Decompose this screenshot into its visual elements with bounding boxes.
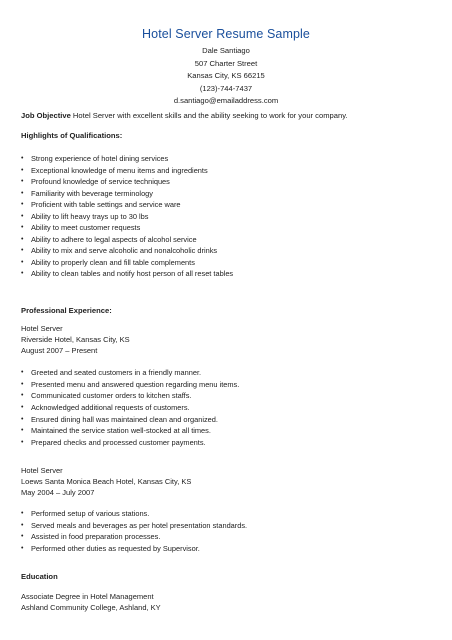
list-item: • Ability to adhere to legal aspects of alcohol service — [21, 234, 233, 246]
job-1-employer: Riverside Hotel, Kansas City, KS — [21, 335, 130, 344]
job-2-dates: May 2004 – July 2007 — [21, 488, 95, 497]
contact-phone: (123)-744-7437 — [199, 83, 253, 93]
list-item: • Assisted in food preparation processes. — [21, 531, 247, 543]
job-2-duties — [21, 508, 247, 555]
list-item: • Ability to meet customer requests — [21, 222, 233, 234]
list-item: • Strong experience of hotel dining services — [21, 153, 233, 165]
job-2-employer: Loews Santa Monica Beach Hotel, Kansas City, KS — [21, 477, 192, 486]
list-item: • Ability to clean tables and notify host person of all reset tables — [21, 268, 233, 280]
list-item: • Ability to lift heavy trays up to 30 lbs — [21, 211, 233, 223]
list-item: • Communicated customer orders to kitchen staffs. — [21, 390, 239, 402]
qualifications-heading: Highlights of Qualifications: — [21, 131, 123, 140]
page-title: Hotel Server Resume Sample — [142, 27, 310, 41]
education-details — [21, 591, 161, 613]
job-objective-label: Job Objective — [21, 111, 71, 120]
job-objective — [21, 111, 431, 120]
education-school: Ashland Community College, Ashland, KY — [21, 603, 161, 612]
list-item: • Ability to mix and serve alcoholic and nonalcoholic drinks — [21, 245, 233, 257]
job-objective-text: Hotel Server with excellent skills and the ability seeking to work for your company. — [70, 111, 348, 120]
list-item: • Served meals and beverages as per hotel presentation standards. — [21, 520, 247, 532]
list-item: • Ability to properly clean and fill table complements — [21, 257, 233, 269]
list-item: • Exceptional knowledge of menu items and ingredients — [21, 165, 233, 177]
list-item: • Performed setup of various stations. — [21, 508, 247, 520]
contact-street: 507 Charter Street — [194, 58, 258, 68]
list-item: • Greeted and seated customers in a friendly manner. — [21, 367, 239, 379]
list-item: • Acknowledged additional requests of customers. — [21, 402, 239, 414]
job-1-dates: August 2007 – Present — [21, 346, 98, 355]
list-item: • Familiarity with beverage terminology — [21, 188, 233, 200]
list-item: • Presented menu and answered question regarding menu items. — [21, 379, 239, 391]
job-1-duties — [21, 367, 239, 449]
list-item: • Maintained the service station well-stocked at all times. — [21, 425, 239, 437]
list-item: • Ensured dining hall was maintained clean and organized. — [21, 414, 239, 426]
experience-heading: Professional Experience: — [21, 306, 112, 315]
list-item: • Proficient with table settings and service ware — [21, 199, 233, 211]
list-item: • Performed other duties as requested by Supervisor. — [21, 543, 247, 555]
education-heading: Education — [21, 572, 58, 581]
contact-city: Kansas City, KS 66215 — [187, 71, 265, 81]
list-item: • Profound knowledge of service techniques — [21, 176, 233, 188]
contact-block — [0, 45, 452, 108]
qualifications-list — [21, 153, 233, 280]
contact-name: Dale Santiago — [202, 46, 250, 55]
contact-email: d.santiago@emailaddress.com — [173, 96, 279, 106]
job-2-header — [21, 465, 191, 498]
education-degree: Associate Degree in Hotel Management — [21, 592, 154, 601]
list-item: • Prepared checks and processed customer payments. — [21, 437, 239, 449]
job-1-header — [21, 323, 130, 356]
job-2-title: Hotel Server — [21, 466, 63, 475]
job-1-title: Hotel Server — [21, 324, 63, 333]
